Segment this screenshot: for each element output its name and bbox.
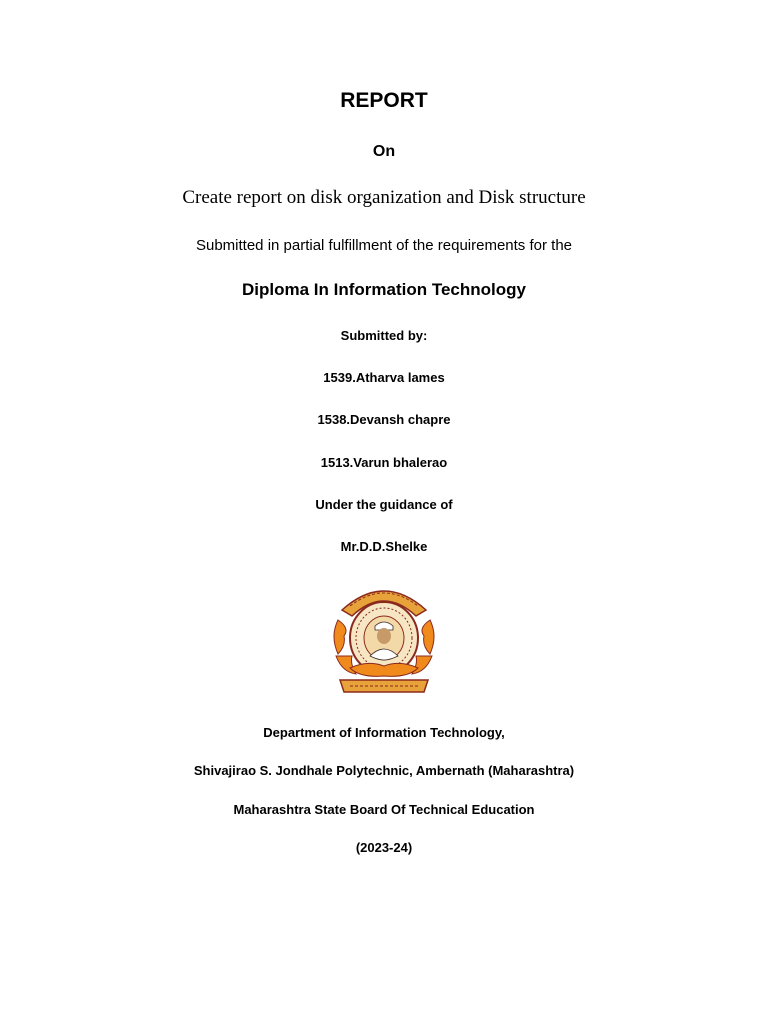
guidance-label: Under the guidance of <box>315 497 453 512</box>
report-topic: Create report on disk organization and Disk structure <box>182 187 586 208</box>
board-name: Maharashtra State Board Of Technical Education <box>233 802 535 817</box>
college-name: Shivajirao S. Jondhale Polytechnic, Ambernath (Maharashtra) <box>193 763 575 778</box>
diploma-name: Diploma In Information Technology <box>242 280 526 299</box>
on-label: On <box>372 143 396 160</box>
department-name: Department of Information Technology, <box>263 725 505 740</box>
submission-statement: Submitted in partial fulfillment of the requirements for the <box>195 237 573 254</box>
submitted-by-label: Submitted by: <box>340 328 428 343</box>
report-title: REPORT <box>340 89 428 112</box>
guide-name: Mr.D.D.Shelke <box>340 539 428 554</box>
member-1: 1539.Atharva lames <box>323 370 445 385</box>
institution-emblem-icon <box>328 576 440 698</box>
member-2: 1538.Devansh chapre <box>317 412 451 427</box>
member-3: 1513.Varun bhalerao <box>320 455 448 470</box>
academic-year: (2023-24) <box>355 840 413 855</box>
